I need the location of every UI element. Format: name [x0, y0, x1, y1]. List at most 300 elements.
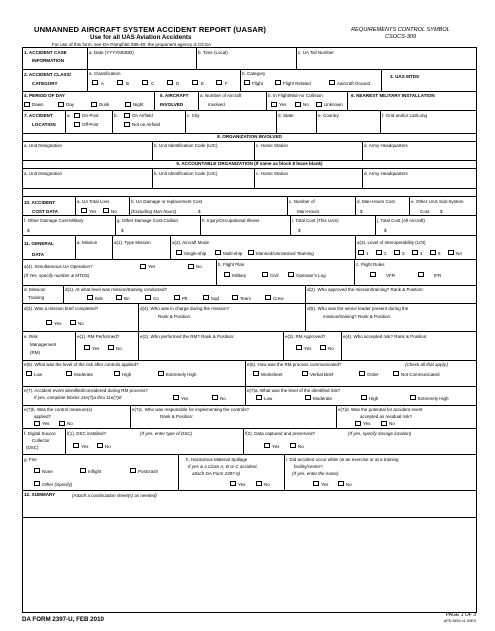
plan-civil-label: Civil — [270, 273, 279, 278]
fire-postcrash-checkbox[interactable] — [130, 468, 136, 473]
loi-5-checkbox[interactable] — [430, 250, 436, 255]
comm-verbal-label: Verbal Brief — [310, 372, 334, 377]
dsc-installed-yes-label: Yes — [81, 444, 89, 449]
rule — [305, 303, 306, 331]
rule — [115, 215, 116, 235]
residual-risk-no-checkbox[interactable] — [381, 421, 387, 426]
mum-t-checkbox[interactable] — [248, 250, 254, 255]
dsc-installed-no-label: No — [105, 444, 111, 449]
risk-mgmt-label-2: Management — [30, 342, 57, 347]
mission-brief-label: d(3). Was a mission brief completed? — [24, 306, 99, 311]
rule — [254, 168, 255, 188]
rule — [178, 454, 179, 490]
rule — [375, 215, 376, 235]
identified-moderate-checkbox[interactable] — [305, 395, 311, 400]
hazmat-yes-checkbox[interactable] — [230, 481, 236, 486]
control-applied-label: e(7)b. Was the control measure(s) — [24, 407, 93, 412]
aircraft-number-label: a. Number of Aircraft — [200, 93, 242, 98]
rule — [22, 303, 477, 304]
loi-3-label: 3 — [402, 251, 405, 256]
rule — [112, 235, 113, 259]
identified-extremely-high-checkbox[interactable] — [410, 395, 416, 400]
dsc-label: f. Digital Source — [24, 431, 56, 436]
rm-approved-no-checkbox[interactable] — [320, 345, 326, 350]
rule — [22, 188, 477, 189]
control-applied-yes-checkbox[interactable] — [34, 421, 40, 426]
on-post-checkbox[interactable] — [74, 113, 80, 118]
sec7-label: 7. ACCIDENT — [24, 113, 53, 118]
class-a-label: A — [101, 81, 105, 86]
not-on-airfield-checkbox[interactable] — [124, 122, 130, 127]
rm-performed-label: e(1). RM Performed? — [77, 334, 120, 339]
total-loss-label: a. UA Total Loss — [77, 199, 110, 204]
dsc-installed-yes-checkbox[interactable] — [73, 443, 79, 448]
rule — [22, 91, 477, 92]
event-identified-no-checkbox[interactable] — [212, 395, 218, 400]
mission-label: a. Mission — [77, 240, 98, 245]
exercise-no-checkbox[interactable] — [338, 481, 344, 486]
rules-ifr-checkbox[interactable] — [418, 272, 424, 277]
rules-vfr-checkbox[interactable] — [370, 272, 376, 277]
sec11-label: 11. GENERAL — [24, 241, 54, 246]
rule — [347, 91, 348, 110]
sec3-label: 3. UAS MTDS — [390, 74, 420, 79]
simultaneous-yes-checkbox[interactable] — [140, 264, 146, 269]
level-crew-checkbox[interactable] — [265, 295, 271, 300]
loi-1-label: 1 — [366, 251, 369, 256]
in-charge-label-2: Rank & Position: — [158, 314, 192, 319]
data-captured-yes-label: Yes — [272, 444, 280, 449]
identified-low-checkbox[interactable] — [256, 395, 262, 400]
fire-inflight-label: Inflight — [88, 469, 102, 474]
risk-moderate-checkbox[interactable] — [66, 371, 72, 376]
rule — [22, 215, 477, 216]
level-plt-checkbox[interactable] — [174, 295, 180, 300]
comm-verbal-checkbox[interactable] — [302, 371, 308, 376]
identified-risk-level-label: e(7)a. What was the level of the identified risk? — [247, 388, 341, 393]
rule — [22, 331, 477, 332]
rule — [362, 141, 363, 160]
sec8-uic-label: b. Unit Identification Code (UIC) — [154, 143, 218, 148]
rule — [355, 235, 356, 259]
fire-label: g. Fire — [24, 457, 37, 462]
manhours-label-2: Man-Hours — [297, 209, 320, 214]
rule — [245, 386, 246, 405]
rules-vfr-label: VFR — [386, 273, 395, 278]
rule — [22, 454, 477, 455]
plan-operators-log-checkbox[interactable] — [288, 272, 294, 277]
plan-civil-checkbox[interactable] — [262, 272, 268, 277]
not-on-airfield-label: Not on Airfield — [132, 122, 161, 127]
flight-plan-label: b. Flight Plan — [218, 262, 245, 267]
sec9-hq-label: d. Army Headquarters — [364, 171, 408, 176]
fire-inflight-checkbox[interactable] — [80, 468, 86, 473]
simultaneous-yes-label: Yes — [148, 264, 156, 269]
rule — [22, 360, 477, 361]
sec1-date-label: a. Date (YYYYMMDD) — [89, 50, 134, 55]
rules-ifr-label: IFR — [434, 273, 442, 278]
plan-military-label: Military — [232, 273, 247, 278]
category-flight-related-checkbox[interactable] — [275, 80, 281, 85]
rule — [112, 110, 113, 133]
location-b-label: b. — [114, 113, 118, 118]
level-plt-label: Plt — [182, 296, 188, 301]
class-c-label: C — [151, 81, 155, 86]
risk-low-label: Low — [34, 372, 43, 377]
fire-other-checkbox[interactable] — [34, 481, 40, 486]
exercise-yes-label: Yes — [321, 482, 329, 487]
control-responsible-label: e(7)c. Who was responsible for implementing the controls? — [132, 407, 250, 412]
subsystem-cost-label: e. Other UAS Sub-System — [411, 199, 464, 204]
civilian-cost-label: g. Other Damage Cost-Civilian — [117, 218, 179, 223]
simultaneous-no-checkbox[interactable] — [188, 264, 194, 269]
sec11-label-2: DATA — [32, 252, 45, 257]
dsc-installed-no-checkbox[interactable] — [97, 443, 103, 448]
comm-worksheet-label: Worksheet — [261, 372, 283, 377]
req-symbol-label: REQUIREMENTS CONTROL SYMBOL — [351, 27, 450, 33]
rule — [22, 490, 477, 491]
rm-performed-yes-checkbox[interactable] — [84, 345, 90, 350]
hazmat-label: h. Hazardous Material Spillage — [186, 457, 248, 462]
brief-no-checkbox[interactable] — [70, 320, 76, 325]
class-e-checkbox[interactable] — [192, 80, 198, 85]
period-dusk-checkbox[interactable] — [91, 102, 97, 107]
fire-other-label: Other (Specify) — [42, 482, 73, 487]
level-crew-label: Crew — [273, 296, 284, 301]
midair-no-label: No — [303, 102, 309, 107]
dsc-label-3: (DSC) — [26, 445, 39, 450]
country-label: e. Country — [318, 113, 339, 118]
midair-yes-checkbox[interactable] — [271, 102, 277, 107]
class-b-label: B — [126, 81, 130, 86]
period-dawn-checkbox[interactable] — [24, 102, 30, 107]
identified-moderate-label: Moderate — [313, 396, 333, 401]
rm-performed-no-checkbox[interactable] — [108, 345, 114, 350]
military-cost-label: f. Other Damage Cost-Military — [24, 218, 84, 223]
off-post-checkbox[interactable] — [74, 122, 80, 127]
level-bde-checkbox[interactable] — [87, 295, 93, 300]
sec2-classification-label: a. Classification — [89, 71, 121, 76]
summary-note: (Attach a continuation sheet(s) as needed) — [72, 493, 157, 498]
fire-postcrash-label: Postcrash — [138, 469, 159, 474]
total-loss-no-label: No — [111, 209, 117, 214]
data-captured-label: f(2). Data captured and preserved? — [245, 431, 316, 436]
brief-yes-label: Yes — [54, 321, 62, 326]
identified-high-label: High — [369, 396, 379, 401]
rule — [75, 235, 76, 259]
rule — [170, 235, 171, 259]
residual-risk-yes-label: Yes — [363, 421, 371, 426]
total-loss-yes-checkbox[interactable] — [81, 208, 87, 213]
sec10-label: 10. ACCIDENT — [24, 200, 56, 205]
rule — [380, 110, 381, 133]
rm-communicated-note: (Check all that apply.) — [405, 362, 449, 367]
comm-worksheet-checkbox[interactable] — [253, 371, 259, 376]
multi-ship-checkbox[interactable] — [215, 250, 221, 255]
damage-cost-label: b. UA Damage or replacement Cost — [131, 199, 203, 204]
manhours-cost-label: d. Man-Hours Cost — [357, 199, 395, 204]
hazmat-note: If yes & a Class A, B or C accident, — [188, 464, 258, 469]
rule — [75, 331, 76, 360]
identified-extremely-high-label: Extremely High — [418, 396, 449, 401]
risk-mgmt-label: e. Risk — [24, 334, 38, 339]
loi-na-checkbox[interactable] — [448, 250, 454, 255]
period-dusk-label: Dusk — [99, 102, 110, 107]
grid-label: f. Grid and/or Lat/Long — [382, 113, 428, 118]
loi-1-checkbox[interactable] — [358, 250, 364, 255]
rule — [283, 331, 284, 360]
rule — [290, 215, 291, 235]
rm-approved-yes-checkbox[interactable] — [296, 345, 302, 350]
rule — [254, 141, 255, 160]
military-cost-dollar: $ — [27, 228, 30, 233]
rule — [22, 285, 477, 286]
plan-operators-log-label: Operator's Log — [296, 273, 326, 278]
rule — [22, 141, 477, 142]
fire-none-checkbox[interactable] — [34, 468, 40, 473]
single-ship-checkbox[interactable] — [176, 250, 182, 255]
residual-risk-yes-checkbox[interactable] — [355, 421, 361, 426]
period-day-checkbox[interactable] — [58, 102, 64, 107]
level-team-checkbox[interactable] — [232, 295, 238, 300]
rule — [354, 259, 355, 285]
sec1-label: 1. ACCIDENT CASE — [24, 50, 67, 55]
risk-high-label: High — [122, 372, 132, 377]
level-bn-checkbox[interactable] — [116, 295, 122, 300]
event-identified-note: If yes, complete blocks 11e(7)a thru 11e(7)d — [34, 395, 122, 400]
risk-mgmt-label-3: (RM) — [30, 350, 40, 355]
period-night-checkbox[interactable] — [125, 102, 131, 107]
dsc-installed-note: (If yes, enter type of DSC) — [140, 431, 193, 436]
apd-version: APD AEM v1.00ES — [443, 619, 476, 623]
level-sqd-checkbox[interactable] — [203, 295, 209, 300]
loi-4-checkbox[interactable] — [412, 250, 418, 255]
period-day-label: Day — [66, 102, 75, 107]
control-applied-label-2: applied? — [34, 414, 52, 419]
simultaneous-no-label: No — [196, 264, 202, 269]
period-dawn-label: Dawn — [32, 102, 44, 107]
mission-training-label-2: Training — [28, 295, 45, 300]
level-co-checkbox[interactable] — [145, 295, 151, 300]
rule — [266, 91, 267, 110]
exercise-no-label: No — [346, 482, 352, 487]
rule — [381, 69, 382, 91]
aircraft-mode-label: a(2). Aircraft Mode — [172, 240, 210, 245]
period-night-label: Night — [133, 102, 144, 107]
rule — [138, 331, 139, 360]
city-label: c. City — [187, 113, 200, 118]
rule — [152, 168, 153, 188]
sec8-unit-label: a. Unit Designation — [24, 143, 63, 148]
manhours-label: c. Number of — [289, 199, 315, 204]
sec8-heading: 8. ORGANIZATION INVOLVED — [217, 134, 282, 139]
data-captured-no-label: No — [298, 444, 304, 449]
civilian-cost-dollar: $ — [121, 228, 124, 233]
rule — [216, 259, 217, 285]
rule — [87, 47, 88, 69]
midair-yes-label: Yes — [279, 102, 287, 107]
injury-cost-label: h. Injury/Occupational Illness — [202, 218, 260, 223]
risk-high-checkbox[interactable] — [114, 371, 120, 376]
rule — [243, 428, 244, 454]
control-applied-yes-label: Yes — [42, 421, 50, 426]
class-f-checkbox[interactable] — [216, 80, 222, 85]
loi-3-checkbox[interactable] — [394, 250, 400, 255]
summary-text-area[interactable] — [22, 500, 477, 612]
exercise-yes-checkbox[interactable] — [313, 481, 319, 486]
total-loss-no-checkbox[interactable] — [103, 208, 109, 213]
on-airfield-label: On Airfield — [132, 113, 153, 118]
control-applied-no-checkbox[interactable] — [59, 421, 65, 426]
rule — [22, 69, 477, 70]
event-identified-label: e(7). Accident event identified/considered during RM process? — [24, 388, 148, 393]
loi-label: a(3). Level of Interoperability (LOI) — [357, 240, 426, 245]
dsc-label-2: Collector — [32, 438, 50, 443]
class-b-checkbox[interactable] — [117, 80, 123, 85]
aircraft-number-label-2: Involved — [208, 102, 225, 107]
sec9-heading: 9. ACCOUNTABLE ORGANIZATION (If same as block 8 leave blank) — [176, 161, 323, 166]
multi-ship-label: Multi-ship — [223, 251, 243, 256]
sec1-label-2: INFORMATION — [32, 58, 65, 63]
sec4-label: 4. PERIOD OF DAY — [24, 93, 65, 98]
rule — [341, 331, 342, 360]
comm-order-checkbox[interactable] — [359, 371, 365, 376]
rm-approved-label: e(3). RM Approved? — [285, 334, 326, 339]
rule — [65, 110, 66, 133]
total-cost-uas-label: i. Total Cost (This UAS) — [292, 218, 339, 223]
senior-leader-label-2: mission/training? Rank & Position: — [323, 314, 392, 319]
total-cost-uas-dollar: $ — [298, 228, 301, 233]
risk-moderate-label: Moderate — [74, 372, 94, 377]
loi-2-label: 2 — [384, 251, 387, 256]
sec8-station-label: c. Home Station — [256, 143, 289, 148]
hazmat-note-2: attach DA Form 2397-6) — [192, 471, 241, 476]
data-captured-no-checkbox[interactable] — [290, 443, 296, 448]
rule — [129, 196, 130, 215]
on-airfield-checkbox[interactable] — [124, 113, 130, 118]
requirements-control-symbol — [338, 27, 463, 41]
mum-t-label: Manned/Unmanned Teaming — [256, 251, 314, 256]
location-a-label: a. — [67, 113, 71, 118]
rule — [240, 69, 241, 91]
rule — [305, 285, 306, 303]
control-responsible-label-2: Rank & Position: — [160, 414, 194, 419]
sec9-uic-label: b. Unit Identification Code (UIC) — [154, 171, 218, 176]
sec2-category-label: b. Category — [242, 71, 266, 76]
risk-extremely-high-checkbox[interactable] — [158, 371, 164, 376]
class-d-checkbox[interactable] — [167, 80, 173, 85]
category-ground-label: Aaircraft Ground — [337, 81, 371, 86]
sec2-label: 2. ACCIDENT CLASS/ — [24, 72, 71, 77]
rule — [245, 360, 246, 386]
residual-risk-label: e(7)d. Was the potential for accident event — [338, 407, 423, 412]
level-sqd-label: Sqd — [211, 296, 220, 301]
exercise-label: i. Did accident occur while on an exercise or at a training — [286, 457, 399, 462]
hazmat-no-label: No — [264, 482, 270, 487]
rule — [154, 91, 155, 110]
fire-none-label: None — [42, 469, 53, 474]
sec7-label-2: LOCATION — [32, 122, 56, 127]
in-charge-label: d(4). Who was in charge during the mission? — [140, 306, 230, 311]
rule — [87, 69, 88, 91]
loi-2-checkbox[interactable] — [376, 250, 382, 255]
training-level-label: d(1). At what level was mission/training conducted? — [65, 287, 168, 292]
form-proponent-note: For use of this form, see DA Pamphlet 385-40; the proponent agency is OCSA — [52, 42, 212, 47]
rule — [316, 110, 317, 133]
exercise-label-2: facility/center? — [294, 464, 323, 469]
rm-performed-by-label: e(2). Who performed the RM? Rank & Position: — [140, 334, 235, 339]
category-flight-checkbox[interactable] — [244, 80, 250, 85]
comm-none-checkbox[interactable] — [393, 371, 399, 376]
sec1-time-label: b. Time (Local) — [198, 50, 228, 55]
identified-high-checkbox[interactable] — [361, 395, 367, 400]
rule — [409, 196, 410, 215]
rule — [185, 110, 186, 133]
sec8-hq-label: d. Army Headquarters — [364, 143, 408, 148]
total-loss-yes-label: Yes — [89, 209, 97, 214]
control-applied-no-label: No — [67, 421, 73, 426]
rule — [276, 110, 277, 133]
loi-4-label: 4 — [420, 251, 423, 256]
manhours-cost-dollar: $ — [360, 209, 363, 214]
midair-unknown-checkbox[interactable] — [316, 102, 322, 107]
residual-risk-no-label: No — [389, 421, 395, 426]
simultaneous-label: a(4). Simultaneous UA Operation? — [24, 264, 93, 269]
rule — [22, 110, 477, 111]
category-flight-label: Flight — [252, 81, 264, 86]
sec1-tail-label: c. UA Tail Number — [298, 50, 334, 55]
class-c-checkbox[interactable] — [142, 80, 148, 85]
rm-performed-no-label: No — [116, 346, 122, 351]
loi-na-label: NA — [456, 251, 463, 256]
summary-label: 12. SUMMARY — [24, 492, 56, 497]
damage-cost-dollar: $ — [198, 209, 201, 214]
brief-yes-checkbox[interactable] — [46, 320, 52, 325]
rule — [362, 168, 363, 188]
hazmat-no-checkbox[interactable] — [256, 481, 262, 486]
category-ground-checkbox[interactable] — [329, 80, 335, 85]
rule — [152, 141, 153, 160]
hazmat-yes-label: Yes — [238, 482, 246, 487]
form-subtitle: Use for all UAS Aviation Accidents — [90, 34, 192, 41]
data-captured-yes-checkbox[interactable] — [264, 443, 270, 448]
sec5-label: 5. AIRCRAFT — [160, 93, 189, 98]
category-flight-related-label: Flight Related — [283, 81, 311, 86]
event-identified-yes-label: Yes — [181, 396, 189, 401]
rule — [22, 405, 477, 406]
risk-low-checkbox[interactable] — [26, 371, 32, 376]
rule — [65, 428, 66, 454]
event-identified-yes-checkbox[interactable] — [173, 395, 179, 400]
simultaneous-note: (If Yes, specify number & MTDS) — [24, 273, 90, 278]
on-post-label: On-Post — [82, 113, 99, 118]
rule — [22, 235, 477, 236]
plan-military-checkbox[interactable] — [224, 272, 230, 277]
midair-label: b. In Flight/Mid-Air Collision — [268, 93, 323, 98]
data-captured-note: (If yes, specify storage location) — [348, 431, 412, 436]
midair-no-checkbox[interactable] — [295, 102, 301, 107]
total-cost-all-dollar: $ — [384, 228, 387, 233]
class-a-checkbox[interactable] — [92, 80, 98, 85]
sec9-unit-label: a. Unit Designation — [24, 171, 63, 176]
class-f-label: F — [225, 81, 228, 86]
event-identified-no-label: No — [220, 396, 226, 401]
rule — [355, 196, 356, 215]
state-label: d. State — [278, 113, 294, 118]
rule — [63, 285, 64, 303]
page-number: PAGE 1 OF 3 — [445, 612, 476, 618]
rule — [75, 196, 76, 215]
